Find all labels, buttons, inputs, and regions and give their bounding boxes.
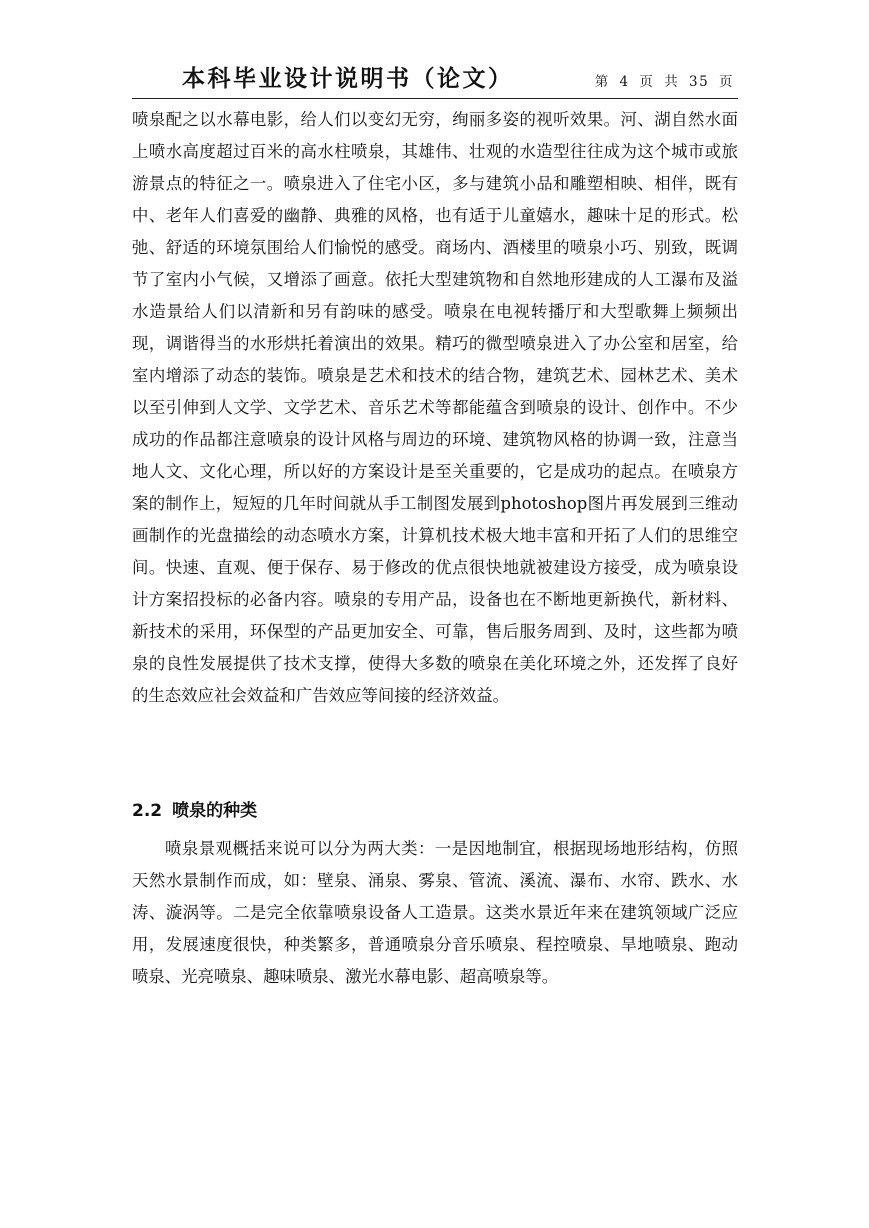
section-heading [132,795,257,827]
section-title: 喷泉的种类 [172,801,258,821]
header-page-info: 第 4 页 共 35 页 [594,74,734,90]
page-header [132,62,738,99]
header-title: 本科毕业设计说明书（论文） [182,66,514,92]
body-paragraph-2: 喷泉景观概括来说可以分为两大类：一是因地制宜，根据现场地形结构，仿照天然水景制作而成，如：壁泉、涌泉、雾泉、管流、溪流、瀑布、水帘、跌水、水涛、漩涡等。二是完全依靠喷泉设备人工造景。这类水景近年来在建筑领域广泛应用，发展速度很快，种类繁多，普通喷泉分音乐喷泉、程控喷泉、旱地喷泉、跑动喷泉、光亮喷泉、趣味喷泉、激光水幕电影、超高喷泉等。 [132,839,738,986]
section-number: 2.2 [132,801,163,821]
body-paragraph-1: 喷泉配之以水幕电影，给人们以变幻无穷，绚丽多姿的视听效果。河、湖自然水面上喷水高度超过百米的高水柱喷泉，其雄伟、壮观的水造型往往成为这个城市或旅游景点的特征之一。喷泉进入了住宅小区，多与建筑小品和雕塑相映、相伴，既有中、老年人们喜爱的幽静、典雅的风格，也有适于儿童嬉水，趣味十足的形式。松弛、舒适的环境氛围给人们愉悦的感受。商场内、酒楼里的喷泉小巧、别致，既调节了室内小气候，又增添了画意。依托大型建筑物和自然地形建成的人工瀑布及溢水造景给人们以清新和另有韵味的感受。喷泉在电视转播厅和大型歌舞上频频出现，调谐得当的水形烘托着演出的效果。精巧的微型喷泉进入了办公室和居室，给室内增添了动态的装饰。喷泉是艺术和技术的结合物，建筑艺术、园林艺术、美术以至引伸到人文学、文学艺术、音乐艺术等都能蕴含到喷泉的设计、创作中。不少成功的作品都注意喷泉的设计风格与周边的环境、建筑物风格的协调一致，注意当地人文、文化心理，所以好的方案设计是至关重要的，它是成功的起点。在喷泉方案的制作上，短短的几年时间就从手工制图发展到photoshop图片再发展到三维动画制作的光盘描绘的动态喷水方案，计算机技术极大地丰富和开拓了人们的思维空间。快速、直观、便于保存、易于修改的优点很快地就被建设方接受，成为喷泉设计方案招投标的必备内容。喷泉的专用产品，设备也在不断地更新换代，新材料、新技术的采用，环保型的产品更加安全、可靠，售后服务周到、及时，这些都为喷泉的良性发展提供了技术支撑，使得大多数的喷泉在美化环境之外，还发挥了良好的生态效应社会效益和广告效应等间接的经济效益。 [132,110,738,705]
